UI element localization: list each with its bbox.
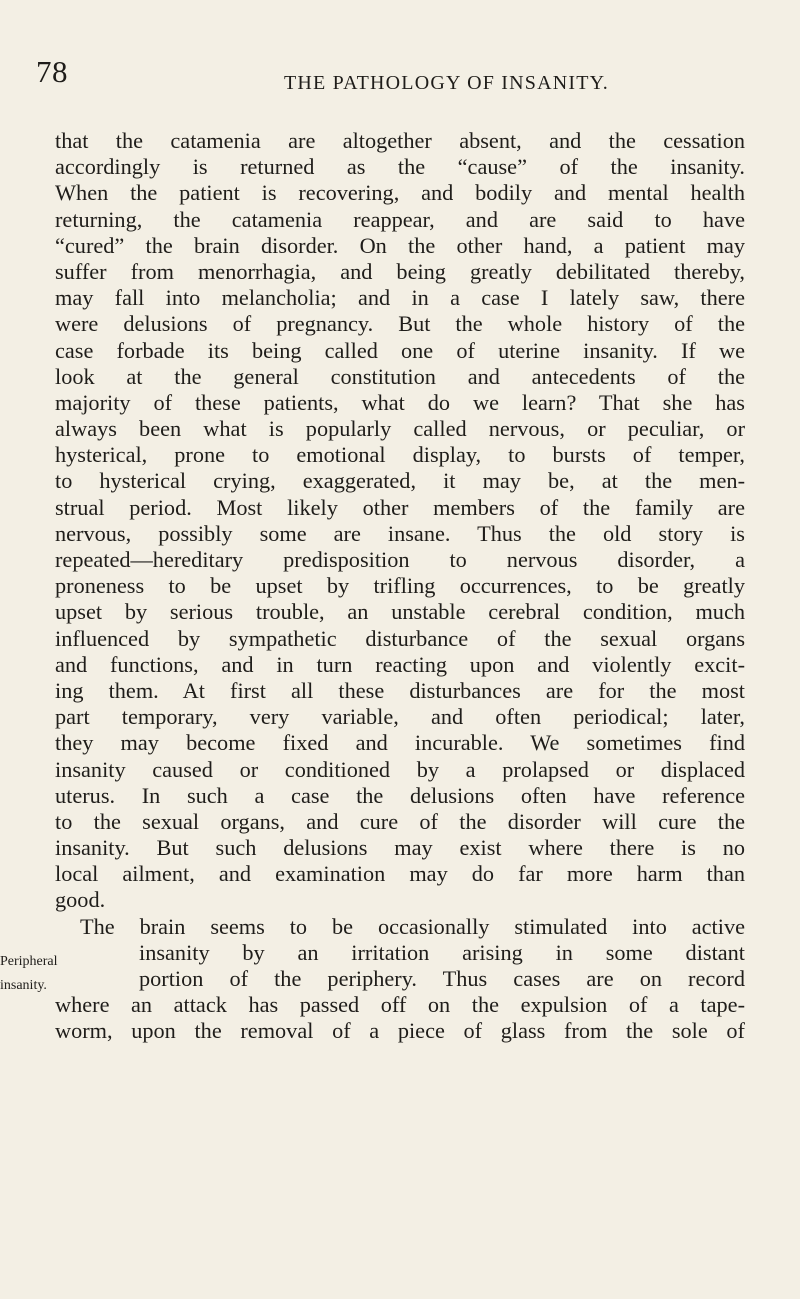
text-line: to the sexual organs, and cure of the disorder will cure the	[55, 808, 745, 834]
text-line: look at the general constitution and antecedents of the	[55, 363, 745, 389]
text-line: returning, the catamenia reappear, and are said to have	[55, 206, 745, 232]
text-line: portion of the periphery. Thus cases are on record	[139, 966, 745, 991]
text-line: When the patient is recovering, and bodily and mental health	[55, 180, 745, 206]
text-line: were delusions of pregnancy. But the whole history of the	[55, 311, 745, 337]
text-line: hysterical, prone to emotional display, to bursts of temper,	[55, 442, 745, 468]
text-line: part temporary, very variable, and often periodical; later,	[55, 704, 745, 730]
text-line: insanity. But such delusions may exist where there is no	[55, 835, 745, 861]
text-line: The brain seems to be occasionally stimulated into active	[80, 913, 745, 939]
text-line: “cured” the brain disorder. On the other hand, a patient may	[55, 232, 745, 258]
text-line: good.	[55, 887, 106, 913]
text-line: they may become fixed and incurable. We sometimes find	[55, 730, 745, 756]
body-text	[55, 128, 745, 1045]
text-line: proneness to be upset by trifling occurrences, to be greatly	[55, 573, 745, 599]
text-line: to hysterical crying, exaggerated, it may be, at the men-	[55, 468, 745, 494]
text-line: always been what is popularly called nervous, or peculiar, or	[55, 416, 745, 442]
running-title: THE PATHOLOGY OF INSANITY.	[284, 72, 609, 94]
text-line: strual period. Most likely other members of the family are	[55, 494, 745, 520]
text-line: ing them. At first all these disturbances are for the most	[55, 677, 745, 703]
text-line: local ailment, and examination may do far more harm than	[55, 861, 745, 887]
text-line: may fall into melancholia; and in a case I lately saw, there	[55, 285, 745, 311]
text-line: insanity caused or conditioned by a prolapsed or displaced	[55, 756, 745, 782]
text-line: uterus. In such a case the delusions often have reference	[55, 782, 745, 808]
margin-note: Peripheral	[0, 954, 58, 969]
text-line: worm, upon the removal of a piece of glass from the sole of	[55, 1018, 745, 1044]
text-line: upset by serious trouble, an unstable cerebral condition, much	[55, 599, 745, 625]
page-number: 78	[36, 54, 68, 89]
text-line: influenced by sympathetic disturbance of the sexual organs	[55, 625, 745, 651]
text-line: that the catamenia are altogether absent, and the cessation	[55, 128, 745, 153]
margin-note: insanity.	[0, 978, 47, 993]
text-line: insanity by an irritation arising in some distant	[139, 939, 745, 965]
text-line: and functions, and in turn reacting upon and violently excit-	[55, 651, 745, 677]
text-line: accordingly is returned as the “cause” of the insanity.	[55, 154, 745, 180]
text-line: where an attack has passed off on the expulsion of a tape-	[55, 992, 745, 1018]
text-line: majority of these patients, what do we learn? That she has	[55, 389, 745, 415]
text-line: case forbade its being called one of uterine insanity. If we	[55, 337, 745, 363]
text-line: repeated—hereditary predisposition to nervous disorder, a	[55, 547, 745, 572]
text-line: nervous, possibly some are insane. Thus the old story is	[55, 520, 745, 546]
text-line: suffer from menorrhagia, and being greatly debilitated thereby,	[55, 258, 745, 284]
